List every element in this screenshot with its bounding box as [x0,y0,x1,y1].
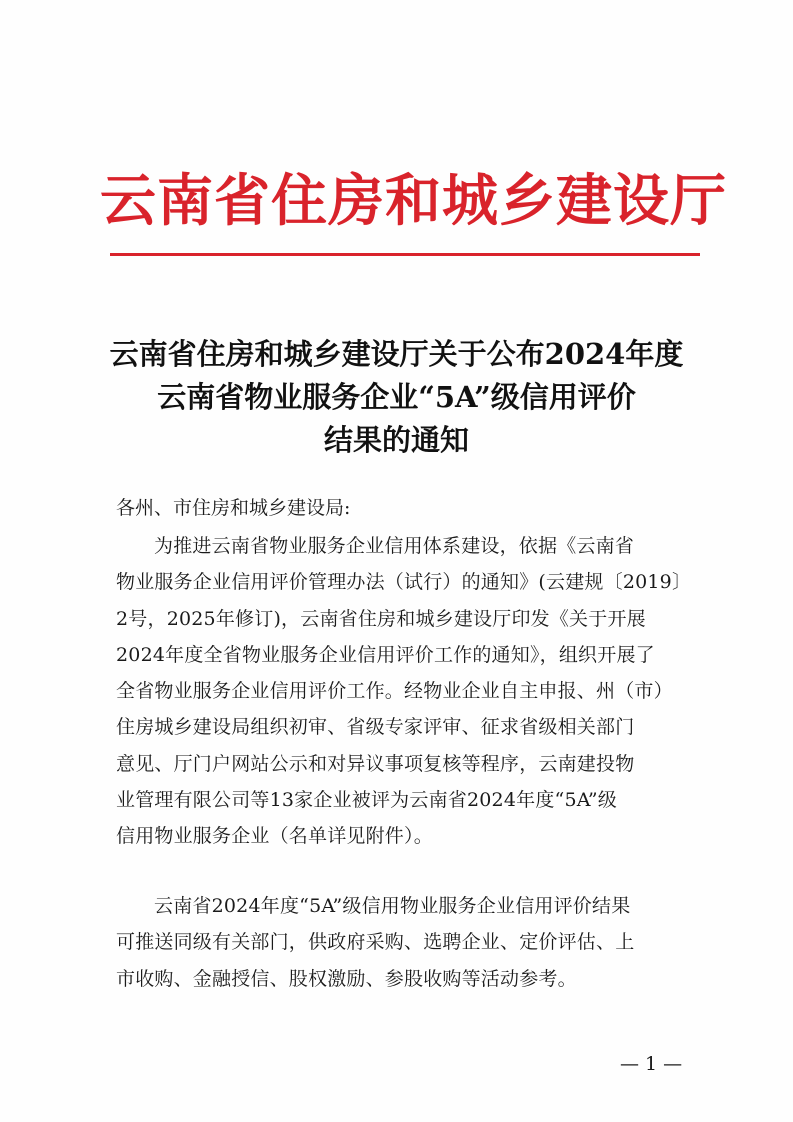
document-title [90,333,703,462]
paragraph-line: 为推进云南省物业服务企业信用体系建设，依据《云南省 [154,535,635,557]
paragraph-line: 物业服务企业信用评价管理办法（试行）的通知》(云建规〔2019〕 [116,571,692,594]
paragraph-line: 市收购、金融授信、股权激励、参股收购等活动参考。 [116,967,577,990]
paragraph-line: 2号，2025年修订)，云南省住房和城乡建设厅印发《关于开展 [116,607,646,630]
body-paragraph-2 [116,888,696,997]
paragraph-line: 可推送同级有关部门，供政府采购、选聘企业、定价评估、上 [116,931,635,954]
paragraph-line: 信用物业服务企业（名单详见附件）。 [116,825,433,848]
red-divider-line [110,253,700,256]
title-line-1: 云南省住房和城乡建设厅关于公布2024年度 [109,337,684,371]
paragraph-line: 住房城乡建设局组织初审、省级专家评审、征求省级相关部门 [116,716,635,739]
title-line-3: 结果的通知 [323,423,469,457]
title-line-2: 云南省物业服务企业“5A”级信用评价 [157,380,636,414]
paragraph-line: 业管理有限公司等13家企业被评为云南省2024年度“5A”级 [116,789,617,812]
paragraph-line: 意见、厅门户网站公示和对异议事项复核等程序，云南建投物 [116,752,635,775]
addressee: 各州、市住房和城乡建设局: [116,497,351,519]
paragraph-line: 全省物业服务企业信用评价工作。经物业企业自主申报、州（市） [116,680,673,703]
paragraph-line: 云南省2024年度“5A”级信用物业服务企业信用评价结果 [154,895,631,917]
page-number: — 1 — [620,1053,683,1075]
paragraph-line: 2024年度全省物业服务企业信用评价工作的通知》，组织开展了 [116,643,655,666]
body-paragraph-1 [116,528,696,855]
org-masthead: 云南省住房和城乡建设厅 [100,168,727,234]
